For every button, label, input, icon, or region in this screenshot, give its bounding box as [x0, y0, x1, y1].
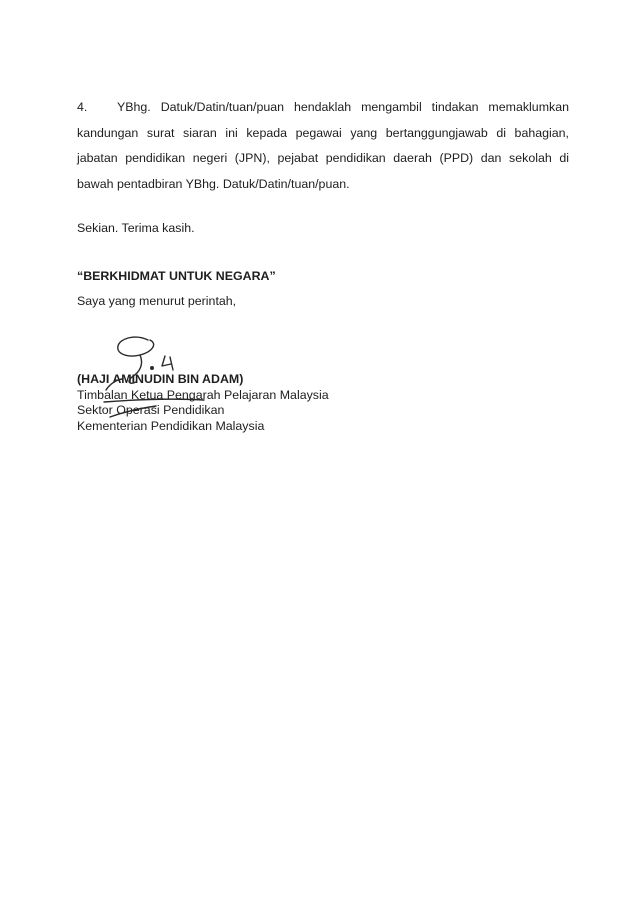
instruction-text: Saya yang menurut perintah,: [77, 294, 237, 308]
closing-text: Sekian. Terima kasih.: [77, 221, 195, 235]
paragraph-line-4: bawah pentadbiran YBhg. Datuk/Datin/tuan/puan.: [77, 176, 350, 191]
signature-underline-2: [110, 406, 156, 417]
motto: “BERKHIDMAT UNTUK NEGARA”: [77, 269, 276, 283]
paragraph-4: [77, 95, 569, 197]
handwritten-signature: [70, 322, 350, 437]
paragraph-line-2: kandungan surat siaran ini kepada pegawai yang bertanggungjawab di bahagian,: [77, 125, 569, 140]
signature-tail-top: [106, 379, 122, 390]
paragraph-number: 4.: [77, 100, 88, 114]
signatory-sector: Sektor Operasi Pendidikan: [77, 403, 225, 417]
signature-loop: [118, 337, 154, 356]
signature-stroke-main: [129, 355, 142, 383]
signatory-title: Timbalan Ketua Pengarah Pelajaran Malaysia: [77, 387, 329, 402]
paragraph-line-3: jabatan pendidikan negeri (JPN), pejabat pendidikan daerah (PPD) dan sekolah di: [77, 151, 569, 165]
paragraph-line-1: [77, 95, 569, 121]
signatory-ministry: Kementerian Pendidikan Malaysia: [77, 418, 265, 433]
signature-dot: [151, 367, 154, 370]
signature-initial: [162, 356, 173, 370]
signature-underline-1: [104, 399, 204, 402]
paragraph-line-1-text: YBhg. Datuk/Datin/tuan/puan hendaklah mengambil tindakan memaklumkan: [117, 100, 569, 114]
signatory-name: (HAJI AMINUDIN BIN ADAM): [77, 372, 244, 386]
